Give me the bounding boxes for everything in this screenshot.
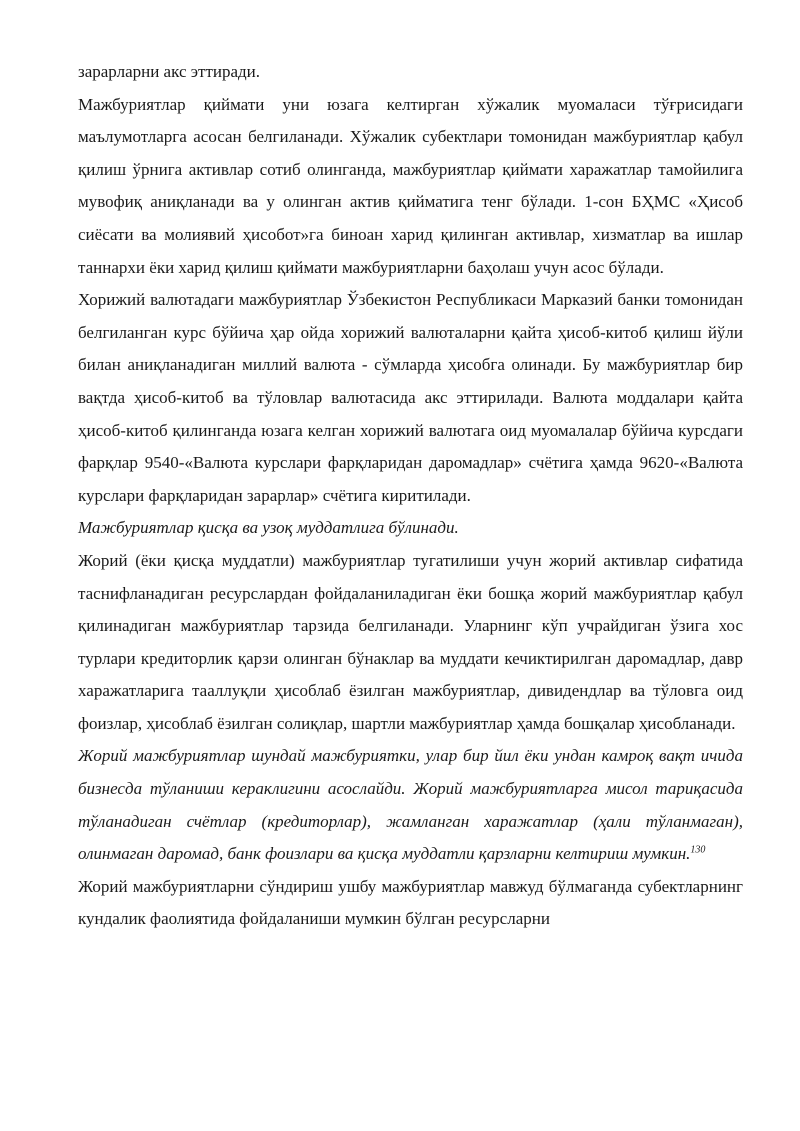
paragraph-7: Жорий мажбуриятларни сўндириш ушбу мажбуриятлар мавжуд бўлмаганда субектларнинг кундалик фаолиятида фойдаланиши мумкин бўлган ресурсларни: [78, 876, 743, 929]
paragraph-5: Жорий (ёки қисқа муддатли) мажбуриятлар тугатилиши учун жорий активлар сифатида таснифланадиган ресурслардан фойдаланиладиган ёки бошқа жорий мажбуриятлар қабул қилинадиган мажбуриятлар тарзида белгиланади. Уларнинг кўп учрайдиган ўзига хос турлари кредиторлик қарзи олинган бўнаклар ва муддати кечиктирилган даромадлар, давр харажатларига тааллуқли ҳисоблаб ёзилган мажбуриятлар, дивидендлар ва тўловга оид фоизлар, ҳисоблаб ёзилган солиқлар, шартли мажбуриятлар ҳамда бошқалар ҳисобланади.: [78, 550, 743, 733]
paragraph-3: Хорижий валютадаги мажбуриятлар Ўзбекистон Республикаси Марказий банки томонидан белгиланган курс бўйича ҳар ойда хорижий валюталарни қайта ҳисоб-китоб қилиш йўли билан аниқланадиган миллий валюта - сўмларда ҳисобга олинади. Бу мажбуриятлар бир вақтда ҳисоб-китоб ва тўловлар валютасида акс эттирилади. Валюта моддалари қайта ҳисоб-китоб қилинганда юзага келган хорижий валютага оид муомалалар бўйича курсдаги фарқлар 9540-«Валюта курслари фарқларидан даромадлар» счётига ҳамда 9620-«Валюта курслари фарқларидан зарарлар» счётига киритилади.: [78, 290, 743, 505]
paragraph-6-italic-quote: [78, 740, 743, 870]
paragraph-6-text: Жорий мажбуриятлар шундай мажбуриятки, улар бир йил ёки ундан камроқ вақт ичида бизнесда тўланиши кераклигини асослайди. Жорий мажбуриятларга мисол тариқасида тўланадиган счётлар (кредиторлар), жамланган харажатлар (ҳали тўланмаган), олинмаган даромад, банк фоизлари ва қисқа муддатли қарзларни келтириш мумкин.: [78, 746, 743, 864]
paragraph-1: зарарларни акс эттиради.: [78, 62, 261, 81]
document-page: [78, 56, 743, 936]
paragraph-4-italic-heading: Мажбуриятлар қисқа ва узоқ муддатлига бўлинади.: [78, 518, 459, 538]
footnote-marker[interactable]: 130: [690, 844, 706, 856]
paragraph-2: Мажбуриятлар қиймати уни юзага келтирган хўжалик муомаласи тўғрисидаги маълумотларга асосан белгиланади. Хўжалик субектлари томонидан мажбуриятлар қабул қилиш ўрнига активлар сотиб олинганда, мажбуриятлар қиймати харажатлар тамойилига мувофиқ аниқланади ва у олинган актив қийматига тенг бўлади. 1-сон БҲМС «Ҳисоб сиёсати ва молиявий ҳисобот»га биноан харид қилинган активлар, хизматлар ва ишлар таннархи ёки харид қилиш қиймати мажбуриятларни баҳолаш учун асос бўлади.: [78, 94, 743, 277]
